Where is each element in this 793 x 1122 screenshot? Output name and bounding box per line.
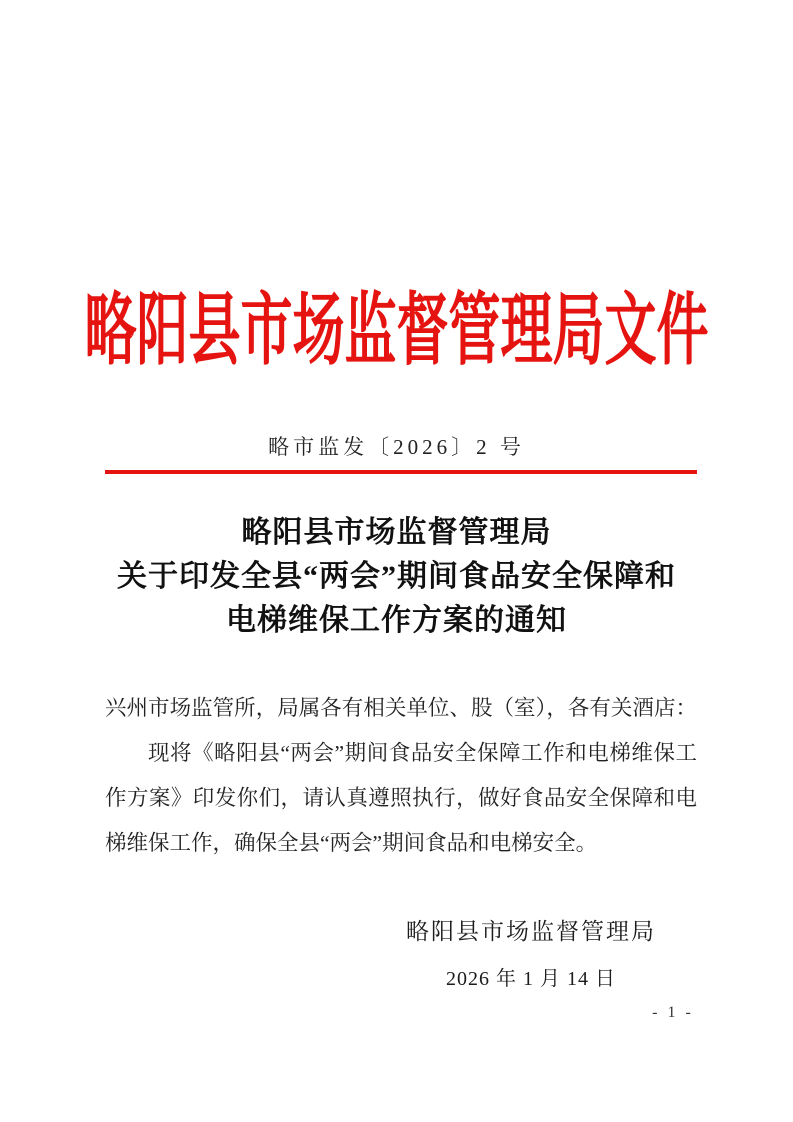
document-title (0, 511, 793, 643)
document-body (105, 686, 697, 866)
document-title-line-2: 关于印发全县“两会”期间食品安全保障和 (117, 560, 676, 593)
signature-organization: 略阳县市场监督管理局 (406, 919, 656, 944)
recipient-line: 兴州市场监管所，局属各有相关单位、股（室），各有关酒店： (105, 696, 697, 720)
document-title-line-1: 略阳县市场监督管理局 (241, 516, 552, 549)
page-number: - 1 - (652, 1004, 694, 1021)
document-number: 略市监发〔2026〕2 号 (268, 435, 525, 459)
body-paragraph: 现将《略阳县“两会”期间食品安全保障工作和电梯维保工作方案》印发你们，请认真遵照执行，做好食品安全保障和电梯维保工作，确保全县“两会”期间食品和电梯安全。 (105, 741, 697, 855)
signature-block (371, 913, 691, 991)
signature-date: 2026 年 1 月 14 日 (446, 968, 616, 990)
masthead-title: 略阳县市场监督管理局文件 (84, 288, 709, 376)
masthead (0, 288, 793, 376)
header-divider-rule (105, 470, 697, 474)
document-title-line-3: 电梯维保工作方案的通知 (226, 604, 567, 637)
